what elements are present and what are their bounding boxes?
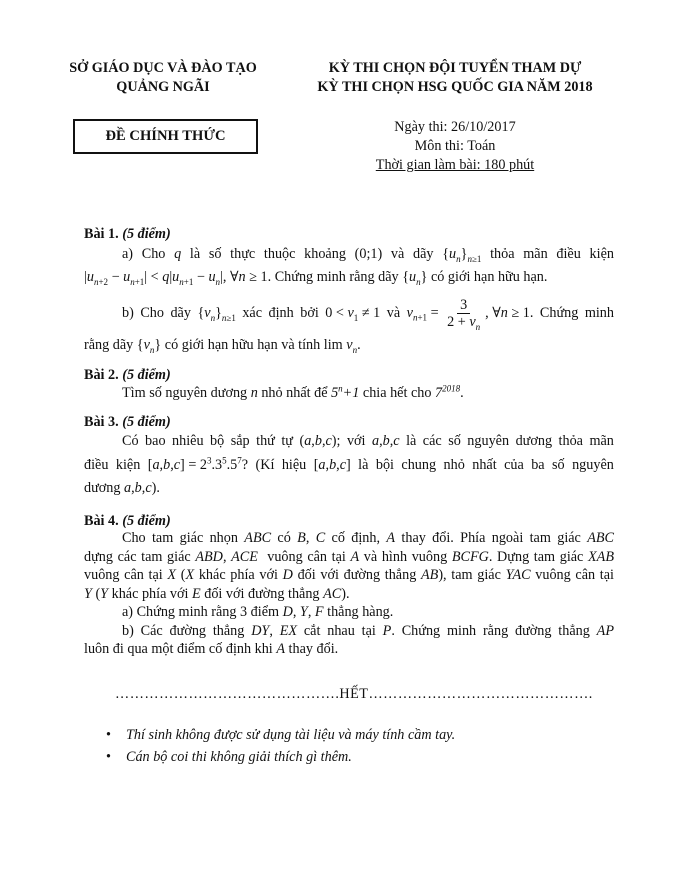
text: thực [230,246,256,262]
text: Tìm số nguyên dương [122,385,251,401]
initial-condition: $0 < v_1 \ne 1$ [325,304,381,323]
text: a) [122,246,134,262]
base: 7 [434,385,443,401]
problem-2-points: (5 điểm) [122,367,171,383]
problem-3-points: (5 điểm) [122,414,171,430]
text: và [386,304,401,321]
text: kiện [115,457,141,473]
text: sắp [230,433,250,449]
expression [331,385,359,401]
text: mãn [523,246,548,262]
text: thỏa [558,433,583,449]
text: là [406,433,417,449]
problem-1a-line2 [84,268,547,287]
official-exam-box [73,119,258,154]
problem-1-points: (5 điểm) [122,226,171,242]
text: Cho [140,304,164,321]
text: nhỏ [443,457,465,473]
problem-3-heading [84,413,171,432]
text: là [189,246,201,262]
text: thỏa [490,246,515,262]
base: 5 [331,385,339,401]
text: dãy [170,304,191,321]
text: bao [145,433,166,449]
text: kiện [589,246,614,262]
exam-info [330,118,580,175]
text: dương [84,480,125,496]
text: số [552,457,565,473]
text: +1 [342,385,360,401]
text: của [504,457,524,473]
tuple: (a,b,c); [299,433,341,449]
text: xác [242,304,263,321]
official-label: ĐỀ CHÍNH THỨC [105,128,226,144]
text: nguyên [467,433,510,449]
text: (0;1) [354,246,383,262]
exponent: n [338,383,343,394]
text: (Kí [255,457,275,473]
problem-2-statement [122,384,464,403]
problem-4-body [84,529,614,659]
text: số [448,433,461,449]
denominator: $2 + v_n$ [447,313,481,332]
exam-subject: Môn thi: Toán [414,138,496,154]
vars: a,b,c [124,480,152,496]
exam-title-header [290,59,620,97]
text: hiệu [281,457,307,473]
text: ba [531,457,545,473]
exam-title-line2: KỲ THI CHỌN HSG QUỐC GIA NĂM 2018 [317,79,593,95]
problem-4-line4: Y (Y khác phía với E đối với đường thẳng AC). [84,585,350,602]
text: bộ [210,433,225,449]
text: minh [584,304,614,321]
text: bội [375,457,394,473]
text: bởi [300,304,319,321]
problem-3-line1 [122,432,614,451]
limit-expression: $\lim v_n$ [323,337,358,355]
problem-4-title: Bài 4. [84,513,119,529]
text: . [357,337,361,353]
text: định [268,304,294,321]
text: Có [122,433,139,449]
text: là [358,457,369,473]
problem-1-heading [84,225,171,244]
problem-1b-line2 [84,336,361,355]
exam-title-line1: KỲ THI CHỌN ĐỘI TUYỂN THAM DỰ [328,60,582,76]
note-item: • Thí sinh không được sử dụng tài liệu và máy tính cầm tay. [102,724,602,746]
text: . [460,385,464,401]
text: thuộc [263,246,296,262]
text: nhỏ nhất để [257,385,332,401]
power [435,385,460,401]
text: nhất [472,457,497,473]
exam-duration: Thời gian làm bài: 180 phút [375,157,535,173]
text: chung [401,457,437,473]
note-item: • Cán bộ coi thi không giải thích gì thêm. [102,746,602,768]
text: các [422,433,442,449]
problem-2-heading [84,366,171,385]
exponent: 2018 [442,383,461,394]
department-name: SỞ GIÁO DỤC VÀ ĐÀO TẠO [69,60,257,76]
dotted-leader-right: ………………………………………. [368,686,593,702]
problem-3-line3 [84,479,160,498]
problem-4-line1: Cho tam giác nhọn ABC có B, C cố định, A thay đổi. Phía ngoài tam giác ABC [122,530,614,546]
text: với [346,433,366,449]
lcm-equation: $[a,b,c] = 2^3.3^5.5^7$? [147,455,249,473]
text: nhiêu [172,433,204,449]
dotted-leader-left: ………………………………………. [115,686,340,702]
text: điều [84,457,109,473]
problem-4-line3: vuông cân tại X (X khác phía với D đối với đường thẳng AB), tam giác YAC vuông cân tại [84,567,614,583]
problem-4-part-b-line1: b) Các đường thẳng DY, EX cắt nhau tại P. Chứng minh rằng đường thẳng AP [122,622,614,639]
exam-date: Ngày thi: 26/10/2017 [394,119,516,135]
lcm-notation: [a,b,c] [313,457,351,473]
exam-notes [102,724,602,768]
text: Chứng [539,304,579,321]
text: điều [556,246,581,262]
problem-2-title: Bài 2. [84,367,119,383]
problem-1a-line1: a) Cho q là số thực thuộc khoảng (0;1) và dãy $\{u_n\}_{n\ge 1}$ thỏa mãn điều kiện [122,246,614,264]
end-word: HẾT [339,686,369,702]
vars: a,b,c [371,433,400,449]
problem-4-line2: dựng các tam giác ABD, ACE vuông cân tại A và hình vuông BCFG. Dựng tam giác XAB [84,548,614,565]
text: rằng dãy [84,337,137,353]
text: chia hết cho [359,385,435,401]
sequence-u-short: $\{u_n\}$ [402,269,428,287]
problem-3-line2 [84,456,614,475]
problem-4-part-a: a) Chứng minh rằng 3 điểm D, Y, F thẳng hàng. [122,604,394,620]
text: có giới hạn hữu hạn. [427,269,548,285]
province-name: QUẢNG NGÃI [116,79,210,95]
problem-4-part-b-line2: luôn đi qua một điểm cố định khi A thay đổi. [84,641,339,657]
variable-n: n [250,385,258,401]
text: nguyên [572,457,614,473]
end-marker [115,686,593,703]
contraction-inequality: $|u_{n+2} - u_{n+1}| < q|u_{n+1} - u_n|$, ∀n ≥ 1. [84,269,272,287]
text: Chứng minh rằng dãy [271,269,403,285]
text: số [208,246,222,262]
problem-1b-line1 [122,293,614,333]
text: b) [122,304,134,321]
fraction [444,297,483,330]
recurrence: $v_{n+1}$ = $\frac{3}{2 + v_n}$ , ∀n ≥ 1. [406,296,534,332]
department-header [52,59,274,97]
text: ). [151,480,160,496]
text: Cho [141,246,166,262]
text: khoảng [304,246,346,262]
sequence-v: $\{v_n\}_{n\ge 1}$ [197,304,236,323]
sequence-u: $\{u_n\}_{n\ge 1}$ [442,246,482,264]
sequence-v-short: $\{v_n\}$ [136,337,162,355]
problem-3-title: Bài 3. [84,414,119,430]
text: có giới hạn hữu hạn và tính [161,337,324,353]
text: thứ [256,433,275,449]
text: dãy [413,246,434,262]
text: và [390,246,405,262]
text: tự [281,433,293,449]
text: dương [515,433,553,449]
problem-4-points: (5 điểm) [122,513,171,529]
numerator: 3 [457,297,470,314]
text: mãn [589,433,614,449]
problem-1-title: Bài 1. [84,226,119,242]
